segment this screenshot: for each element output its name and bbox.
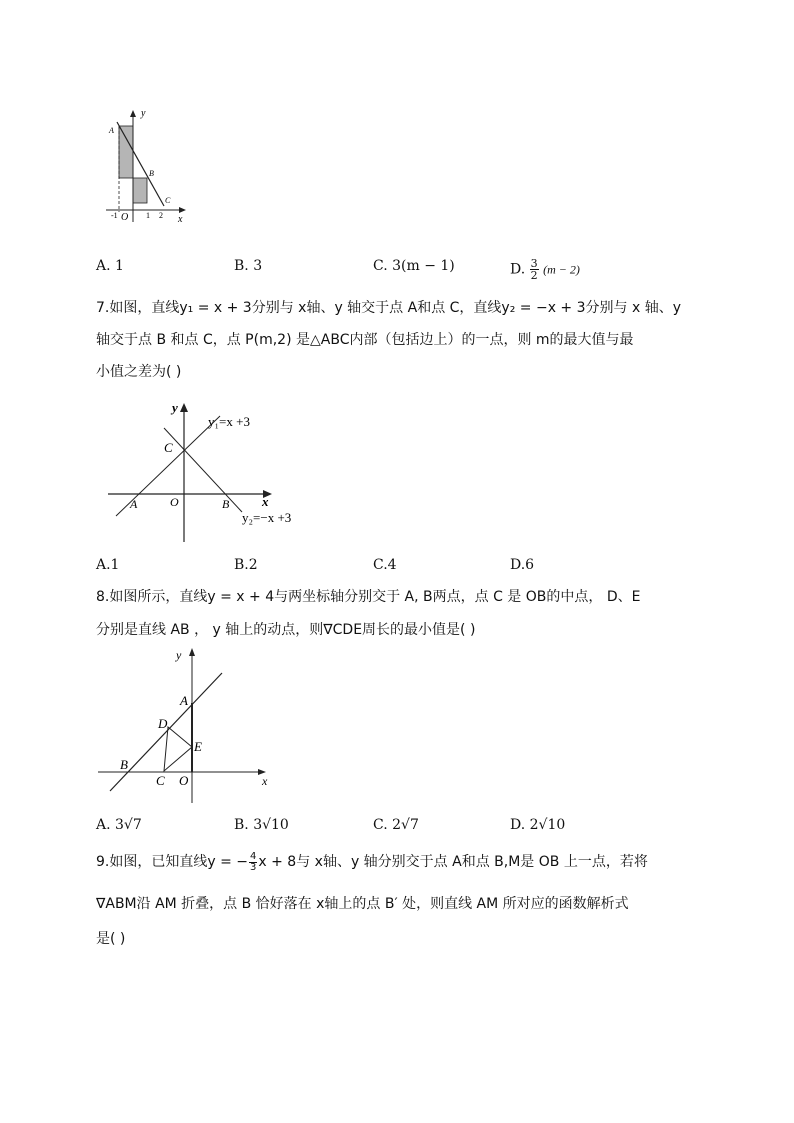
q8-option-a[interactable]: A. 3√7 xyxy=(96,817,142,833)
fraction-denominator: 3 xyxy=(250,861,257,873)
q8-options xyxy=(96,817,716,837)
q6-option-a[interactable]: A. 1 xyxy=(96,258,124,274)
shaded-rect-1 xyxy=(119,126,133,178)
q6-option-b[interactable]: B. 3 xyxy=(234,258,263,274)
fig7-x-label: x xyxy=(262,494,269,509)
q9-line1-start: 9.如图，已知直线y = − xyxy=(96,854,249,870)
fig6-neg1: -1 xyxy=(111,211,118,220)
fraction-numerator: 4 xyxy=(250,850,257,862)
fig7-A: A xyxy=(130,497,138,511)
q8-question-line1: 8.如图所示，直线y = x + 4与两坐标轴分别交于 A, B两点，点 C 是 OB的中点， D、E xyxy=(96,589,641,605)
q9-question-line2: ∇ABM沿 AM 折叠，点 B 恰好落在 x轴上的点 B′ 处，则直线 AM 所对应的函数解析式 xyxy=(96,896,629,912)
q9-line1-end: x + 8与 x轴、y 轴分别交于点 A和点 B,M是 OB 上一点，若将 xyxy=(258,854,648,870)
q6-option-d-expr: (m − 2) xyxy=(543,262,580,277)
q7-figure xyxy=(104,398,330,544)
q7-options xyxy=(96,557,716,577)
fig6-B: B xyxy=(149,169,154,178)
fig8-O: O xyxy=(179,773,189,788)
q7-question-line2: 轴交于点 B 和点 C，点 P(m,2) 是△ABC内部（包括边上）的一点，则 m的最大值与最 xyxy=(96,332,634,348)
fraction-denominator: 2 xyxy=(530,269,538,282)
q6-figure xyxy=(100,102,192,230)
q7-option-b[interactable]: B.2 xyxy=(234,557,258,573)
fig8-y-label: y xyxy=(176,648,182,662)
shaded-rect-2 xyxy=(133,178,147,203)
q8-figure xyxy=(96,645,278,805)
q8-option-b[interactable]: B. 3√10 xyxy=(234,817,289,833)
q7-option-c[interactable]: C.4 xyxy=(373,557,397,573)
fig6-tick1: 1 xyxy=(146,211,150,220)
q7-option-d[interactable]: D.6 xyxy=(510,557,535,573)
fig8-A: A xyxy=(180,693,188,708)
q7-question-line3: 小值之差为( ) xyxy=(96,364,182,380)
fig7-B: B xyxy=(222,497,230,511)
fig6-tick2: 2 xyxy=(159,211,163,220)
fig8-E: E xyxy=(194,739,202,754)
q8-option-d[interactable]: D. 2√10 xyxy=(510,817,566,833)
fig7-C: C xyxy=(164,440,173,455)
fig6-A: A xyxy=(109,126,114,135)
q8-question-line2: 分别是直线 AB ， y 轴上的动点，则∇CDE周长的最小值是( ) xyxy=(96,622,476,638)
q6-option-d[interactable] xyxy=(510,258,580,281)
fig8-C: C xyxy=(156,773,165,788)
fraction-numerator: 3 xyxy=(530,257,538,270)
fig6-O: O xyxy=(121,212,129,223)
fig7-y-label: y xyxy=(172,400,178,415)
q6-option-d-prefix: D. xyxy=(510,261,530,278)
q9-question-line3: 是( ) xyxy=(96,931,126,947)
fig7-line2-label: y₂=−x +3 xyxy=(242,510,292,525)
fig6-x-label: x xyxy=(178,214,183,225)
q9-fraction xyxy=(249,852,257,873)
q6-option-c[interactable]: C. 3(m − 1) xyxy=(373,258,455,274)
fig8-B: B xyxy=(120,757,128,772)
fig7-line1-label: y₁=x +3 xyxy=(208,414,250,429)
fig6-C: C xyxy=(165,196,171,205)
fig6-y-label: y xyxy=(141,108,146,119)
q8-option-c[interactable]: C. 2√7 xyxy=(373,817,419,833)
fig8-D: D xyxy=(158,716,168,731)
triangle-cde xyxy=(164,727,192,771)
line-ab xyxy=(110,673,222,791)
fig8-x-label: x xyxy=(262,774,268,788)
fig7-O: O xyxy=(170,495,179,509)
q6-option-d-fraction xyxy=(530,258,539,281)
q7-question-line1: 7.如图，直线y₁ = x + 3分别与 x轴、y 轴交于点 A和点 C，直线y₂ = −x + 3分别与 x 轴、y xyxy=(96,300,681,316)
q7-option-a[interactable]: A.1 xyxy=(96,557,120,573)
q9-question-line1 xyxy=(96,851,648,873)
q6-options xyxy=(96,257,716,282)
